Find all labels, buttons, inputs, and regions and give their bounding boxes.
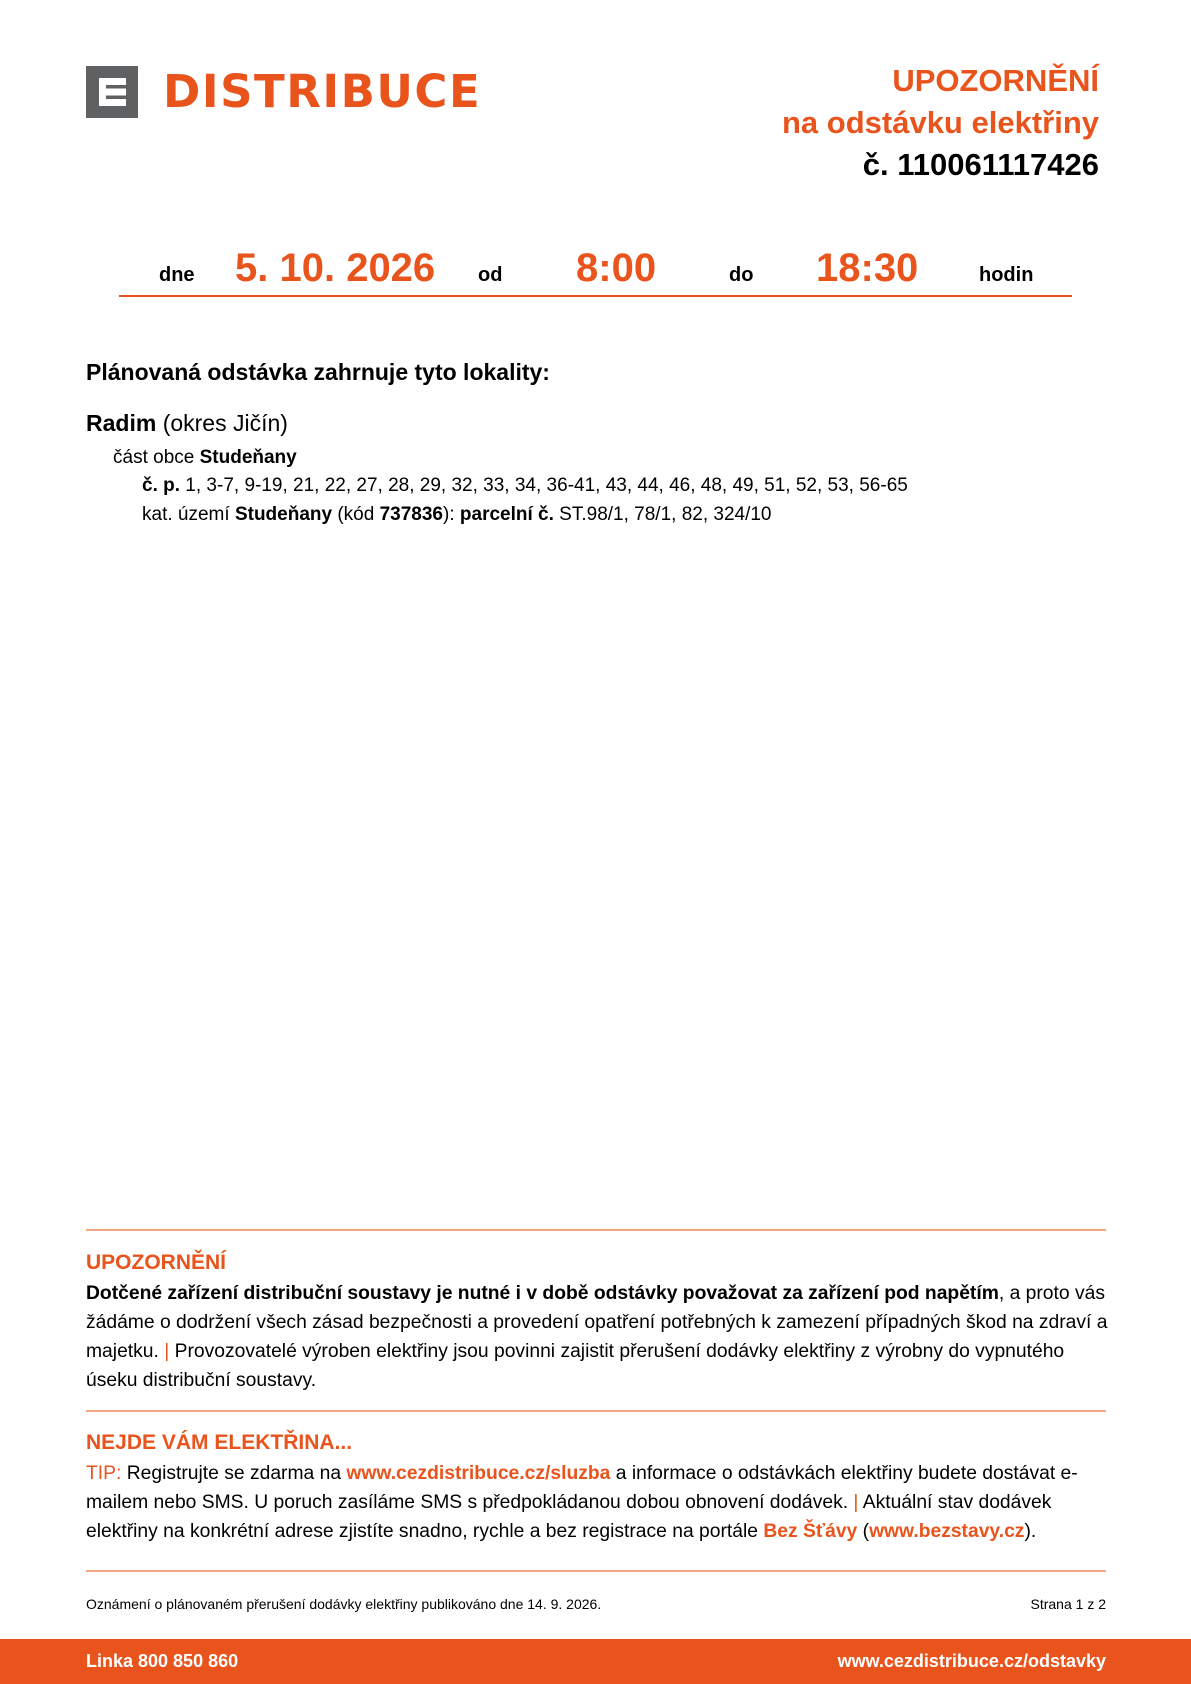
page-number: Strana 1 z 2 [1030, 1596, 1106, 1612]
registration-link[interactable]: www.cezdistribuce.cz/sluzba [346, 1463, 611, 1484]
info-text [86, 1459, 1108, 1546]
municipality-name: Radim [86, 410, 157, 436]
dne-label: dne [159, 264, 195, 286]
part-name: Studeňany [199, 447, 297, 468]
cp-label: č. p. [142, 475, 181, 496]
outage-start-time: 8:00 [576, 246, 657, 290]
bezstavy-link[interactable]: www.bezstavy.cz [869, 1521, 1025, 1542]
tip-label: TIP: [86, 1463, 122, 1484]
outage-schedule [119, 243, 1072, 297]
part-label: část obce [113, 447, 195, 468]
warning-text [86, 1279, 1108, 1395]
divider [86, 1410, 1106, 1412]
od-label: od [478, 264, 503, 286]
municipality-district: (okres Jičín) [162, 410, 288, 436]
brand-name: DISTRIBUCE [163, 65, 482, 118]
divider [86, 1229, 1106, 1231]
separator: | [853, 1492, 859, 1513]
municipality-part [113, 447, 297, 469]
cadastral-parcels [142, 504, 772, 526]
info-text3: Aktuální stav dodávek elektřiny na konkrétní adrese zjistíte snadno, rychle a bez registrace na portále [86, 1492, 1052, 1542]
municipality [86, 410, 288, 437]
info-text2: a informace o odstávkách elektřiny budete dostávat e-mailem nebo SMS. U poruch zasíláme SMS s předpokládanou dobou obnovení dodávek. [86, 1463, 1078, 1513]
separator: | [164, 1341, 170, 1362]
notice-title-line1: UPOZORNĚNÍ [892, 63, 1099, 98]
info-text1: Registrujte se zdarma na [126, 1463, 342, 1484]
kod-value: 737836 [379, 504, 443, 525]
footer-bar [0, 1639, 1191, 1684]
publication-note: Oznámení o plánovaném přerušení dodávky elektřiny publikováno dne 14. 9. 2026. [86, 1596, 602, 1612]
notice-number: č. 110061117426 [862, 147, 1099, 182]
warning-title: UPOZORNĚNÍ [86, 1251, 227, 1274]
divider [86, 1570, 1106, 1572]
house-numbers [142, 475, 908, 497]
outage-end-time: 18:30 [816, 246, 919, 290]
kat-label: kat. území [142, 504, 230, 525]
kod-open: (kód [337, 504, 375, 525]
logo [86, 66, 481, 118]
hodin-label: hodin [979, 264, 1034, 286]
kod-close: ): [443, 504, 455, 525]
warning-text2: Provozovatelé výroben elektřiny jsou povinni zajistit přerušení dodávky elektřiny z výrobny do vypnutého úseku distribuční soustavy. [86, 1341, 1065, 1391]
open-paren: ( [862, 1521, 870, 1542]
outage-date: 5. 10. 2026 [235, 246, 436, 290]
outages-link[interactable]: www.cezdistribuce.cz/odstavky [837, 1651, 1106, 1671]
warning-bold: Dotčené zařízení distribuční soustavy je nutné i v době odstávky považovat za zařízení pod napětím [86, 1283, 999, 1304]
close-paren: ). [1024, 1521, 1037, 1542]
notice-title [782, 60, 1099, 186]
cez-logo-mark-icon [86, 66, 138, 118]
notice-title-line2: na odstávku elektřiny [781, 105, 1099, 140]
hotline[interactable]: Linka 800 850 860 [86, 1651, 239, 1671]
parcel-values: ST.98/1, 78/1, 82, 324/10 [559, 504, 772, 525]
kat-name: Studeňany [234, 504, 333, 525]
portal-name: Bez Šťávy [763, 1521, 858, 1542]
do-label: do [729, 264, 754, 286]
info-title: NEJDE VÁM ELEKTŘINA... [86, 1431, 353, 1454]
cp-values: 1, 3-7, 9-19, 21, 22, 27, 28, 29, 32, 33, 34, 36-41, 43, 44, 46, 48, 49, 51, 52, 53, 56-65 [185, 475, 908, 496]
localities-heading: Plánovaná odstávka zahrnuje tyto lokality: [86, 359, 550, 385]
warning-text1: , a proto vás žádáme o dodržení všech zásad bezpečnosti a provedení opatření potřebných k zamezení případných škod na zdraví a majetku. [86, 1283, 1108, 1362]
parcel-label: parcelní č. [459, 504, 554, 525]
